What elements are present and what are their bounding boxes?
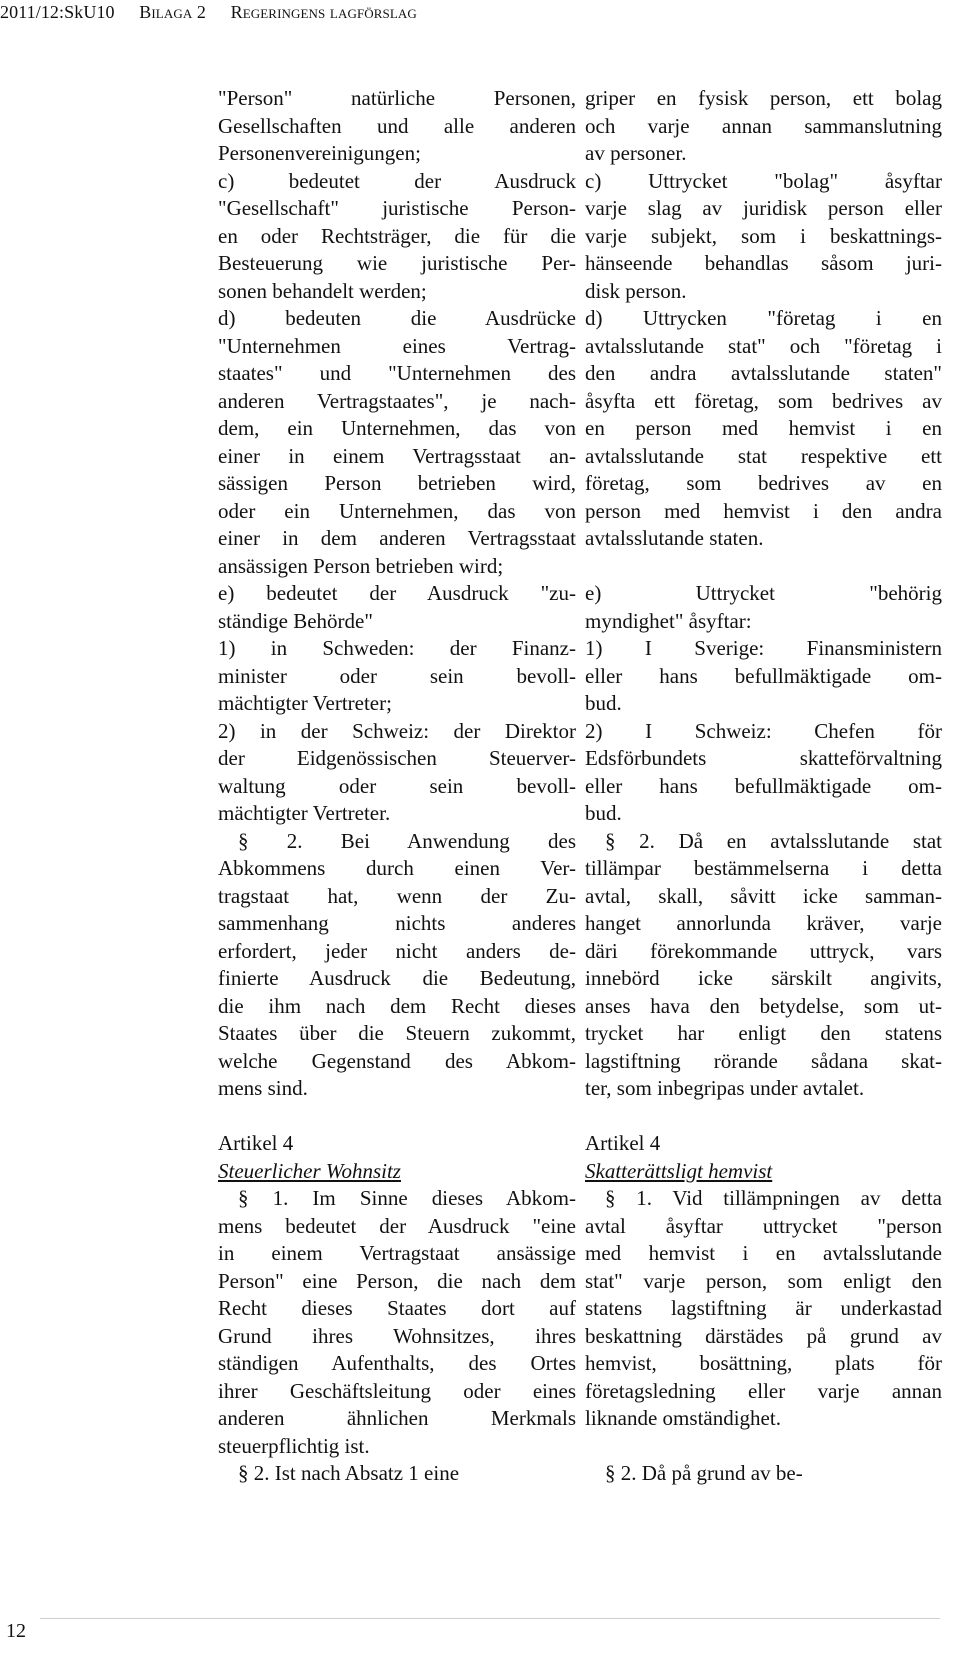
text-line: ständige Behörde": [218, 608, 373, 633]
text-line: Person" eine Person, die nach dem: [218, 1268, 576, 1293]
text-line: en oder Rechtsträger, die für die: [218, 223, 576, 248]
text-line: avtalsslutande stat respektive ett: [585, 443, 942, 468]
text-line: sammenhang nichts anderes: [218, 911, 576, 935]
text-line: bud.: [585, 691, 622, 715]
text-line: oder ein Unternehmen, das von: [218, 498, 576, 523]
text-line: griper en fysisk person, ett bolag: [585, 86, 942, 110]
text-line: e) Uttrycket "behörig: [585, 581, 942, 605]
spacer: [218, 1103, 576, 1131]
text-line: anderen Vertragstaates", je nach-: [218, 388, 576, 413]
text-line: företag, som bedrives av en: [585, 471, 942, 495]
text-line: d) bedeuten die Ausdrücke: [218, 306, 576, 330]
text-line: 2) I Schweiz: Chefen för: [585, 718, 942, 743]
text-line: av personer.: [585, 141, 687, 165]
text-line: statens lagstiftning är underkastad: [585, 1296, 942, 1320]
text-line: mens bedeutet der Ausdruck "eine: [218, 1213, 576, 1238]
document-id: 2011/12:SkU10: [0, 2, 115, 22]
text-line: Abkommens durch einen Ver-: [218, 856, 576, 880]
text-line: trycket har enligt den statens: [585, 1021, 942, 1045]
text-line: § 1. Im Sinne dieses Abkom-: [238, 1186, 576, 1210]
text-line: hanget annorlunda kräver, varje: [585, 911, 942, 935]
text-line: stat" varje person, som enligt den: [585, 1268, 942, 1293]
swedish-column: [585, 85, 942, 1488]
text-line: varje slag av juridisk person eller: [585, 196, 942, 220]
text-line: "Gesellschaft" juristische Person-: [218, 196, 576, 220]
text-line: hemvist, bosättning, plats för: [585, 1351, 942, 1375]
text-line: tillämpar bestämmelserna i detta: [585, 856, 942, 880]
text-line: waltung oder sein bevoll-: [218, 773, 576, 798]
german-article-label: Artikel 4: [218, 1131, 294, 1155]
text-line: anses hava den betydelse, som ut-: [585, 993, 942, 1018]
swedish-article-title: Skatterättsligt hemvist: [585, 1158, 773, 1183]
text-line: d) Uttrycken "företag i en: [585, 306, 942, 330]
text-line: erfordert, jeder nicht anders de-: [218, 938, 576, 963]
text-line: Personenvereinigungen;: [218, 141, 421, 165]
text-line: die ihm nach dem Recht dieses: [218, 993, 576, 1018]
text-line: avtal, skall, såvitt icke samman-: [585, 883, 942, 908]
text-line: bud.: [585, 801, 622, 825]
text-line: 2) in der Schweiz: der Direktor: [218, 718, 576, 743]
swedish-text-block-1: [585, 85, 942, 1103]
text-line: § 2. Ist nach Absatz 1 eine: [238, 1461, 460, 1485]
text-line: ansässigen Person betrieben wird;: [218, 553, 504, 578]
text-line: welche Gegenstand des Abkom-: [218, 1048, 576, 1073]
text-line: in einem Vertragstaat ansässige: [218, 1241, 576, 1265]
text-line: eller hans befullmäktigade om-: [585, 773, 942, 798]
text-line: der Eidgenössischen Steuerver-: [218, 746, 576, 770]
text-line: [585, 553, 942, 581]
swedish-text-block-2: [585, 1185, 942, 1488]
text-line: innebörd icke särskilt angivits,: [585, 966, 942, 990]
text-line: c) Uttrycket "bolag" åsyftar: [585, 168, 942, 193]
text-line: eller hans befullmäktigade om-: [585, 663, 942, 688]
text-line: anderen ähnlichen Merkmals: [218, 1406, 576, 1430]
text-line: sässigen Person betrieben wird,: [218, 471, 576, 495]
text-line: hänseende behandlas såsom juri-: [585, 251, 942, 275]
text-line: § 2. Då en avtalsslutande stat: [605, 828, 942, 853]
text-line: den andra avtalsslutande staten": [585, 361, 942, 385]
text-line: myndighet" åsyftar:: [585, 608, 752, 633]
text-line: avtalsslutande stat" och "företag i: [585, 333, 942, 358]
text-line: person med hemvist i den andra: [585, 498, 942, 523]
swedish-article-label: Artikel 4: [585, 1131, 661, 1155]
text-line: einer in einem Vertragsstaat an-: [218, 443, 576, 468]
text-line: Staates über die Steuern zukommt,: [218, 1021, 576, 1045]
text-line: företagsledning eller varje annan: [585, 1378, 942, 1403]
text-line: och varje annan sammanslutning: [585, 113, 942, 138]
page-number: 12: [6, 1620, 26, 1642]
text-line: tragstaat hat, wenn der Zu-: [218, 883, 576, 908]
text-line: Grund ihres Wohnsitzes, ihres: [218, 1323, 576, 1348]
text-line: minister oder sein bevoll-: [218, 663, 576, 688]
text-line: § 2. Bei Anwendung des: [238, 828, 576, 853]
text-line: Besteuerung wie juristische Per-: [218, 251, 576, 275]
appendix-label: Bilaga 2: [139, 2, 207, 22]
text-line: sonen behandelt werden;: [218, 278, 427, 303]
text-line: 1) in Schweden: der Finanz-: [218, 636, 576, 660]
text-line: einer in dem anderen Vertragsstaat: [218, 526, 576, 550]
text-line: ter, som inbegripas under avtalet.: [585, 1076, 865, 1100]
text-line: staates" und "Unternehmen des: [218, 361, 576, 385]
text-line: åsyfta ett företag, som bedrives av: [585, 388, 942, 413]
text-line: däri förekommande uttryck, vars: [585, 938, 942, 963]
text-line: c) bedeutet der Ausdruck: [218, 168, 576, 193]
text-line: ständigen Aufenthalts, des Ortes: [218, 1351, 576, 1375]
text-line: "Person" natürliche Personen,: [218, 86, 576, 110]
text-line: 1) I Sverige: Finansministern: [585, 636, 942, 660]
text-line: ihrer Geschäftsleitung oder eines: [218, 1378, 576, 1403]
text-line: Edsförbundets skatteförvaltning: [585, 746, 942, 770]
text-line: mens sind.: [218, 1076, 308, 1100]
text-line: Recht dieses Staates dort auf: [218, 1296, 576, 1320]
german-text-block-1: [218, 85, 576, 1103]
german-text-block-2: [218, 1185, 576, 1488]
text-line: mächtigter Vertreter;: [218, 691, 392, 715]
text-line: e) bedeutet der Ausdruck "zu-: [218, 581, 576, 605]
spacer: [585, 1103, 942, 1131]
text-line: § 1. Vid tillämpningen av detta: [605, 1186, 942, 1210]
german-column: [218, 85, 576, 1488]
text-line: "Unternehmen eines Vertrag-: [218, 333, 576, 358]
text-line: disk person.: [585, 278, 687, 303]
footer-rule: [40, 1618, 940, 1619]
text-line: beskattning därstädes på grund av: [585, 1323, 942, 1348]
text-line: avtal åsyftar uttrycket "person: [585, 1213, 942, 1238]
text-line: dem, ein Unternehmen, das von: [218, 416, 576, 440]
running-header: [0, 2, 417, 23]
text-line: avtalsslutande staten.: [585, 526, 764, 550]
text-line: liknande omständighet.: [585, 1406, 781, 1430]
text-line: lagstiftning rörande sådana skat-: [585, 1048, 942, 1073]
text-line: steuerpflichtig ist.: [218, 1433, 370, 1458]
text-line: [585, 1433, 942, 1461]
text-line: § 2. Då på grund av be-: [605, 1461, 803, 1485]
text-line: med hemvist i en avtalsslutande: [585, 1241, 942, 1265]
text-line: en person med hemvist i en: [585, 416, 942, 440]
german-article-title: Steuerlicher Wohnsitz: [218, 1158, 401, 1183]
text-line: varje subjekt, som i beskattnings-: [585, 223, 942, 248]
text-line: Gesellschaften und alle anderen: [218, 113, 576, 138]
document-title: Regeringens lagförslag: [230, 2, 417, 22]
text-line: mächtigter Vertreter.: [218, 801, 391, 825]
text-line: finierte Ausdruck die Bedeutung,: [218, 966, 576, 990]
